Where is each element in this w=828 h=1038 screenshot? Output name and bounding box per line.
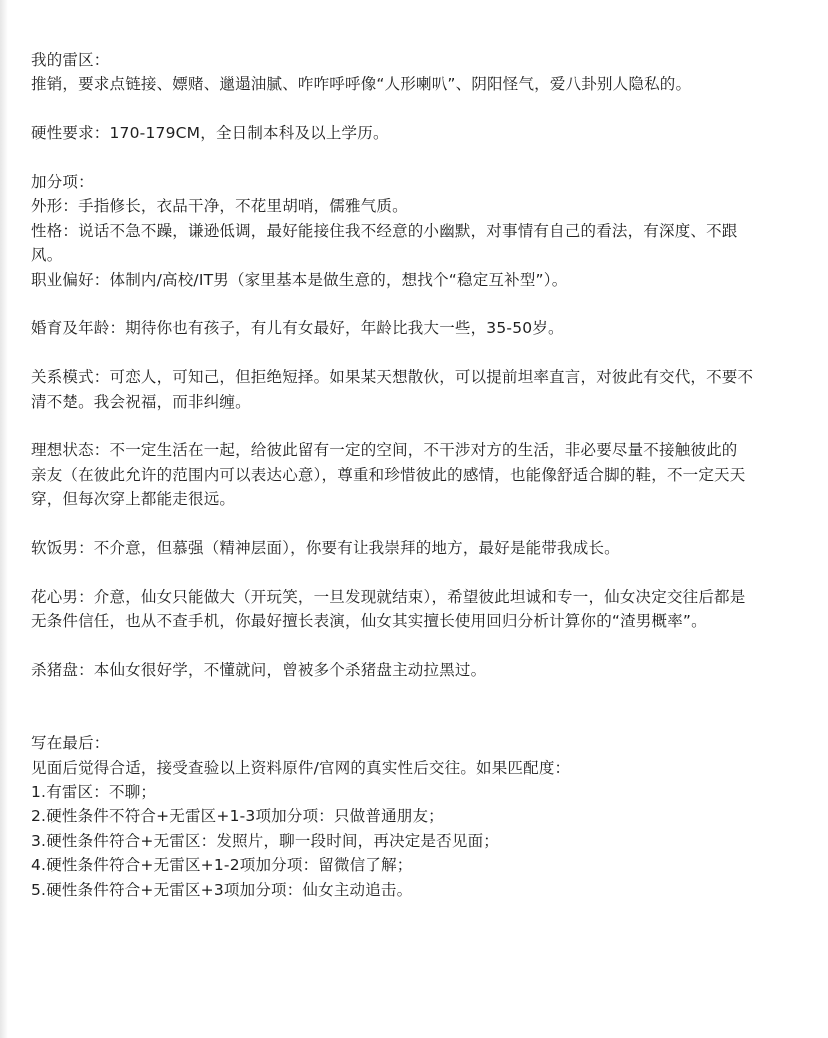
spacer xyxy=(31,97,803,121)
match-rule-4: 4.硬性条件符合+无雷区+1-2项加分项：留微信了解； xyxy=(31,856,413,875)
match-rule-1: 1.有雷区：不聊； xyxy=(31,783,157,802)
ideal-state-line-2: 亲友（在彼此允许的范围内可以表达心意），尊重和珍惜彼此的感情，也能像舒适合脚的鞋，不一定天天 xyxy=(31,465,746,484)
page-edge-shadow xyxy=(0,0,8,1038)
match-rule-3: 3.硬性条件符合+无雷区：发照片，聊一段时间，再决定是否见面； xyxy=(31,831,499,850)
relationship-mode-line-1: 关系模式：可恋人，可知己，但拒绝短择。如果某天想散伙，可以提前坦率直言，对彼此有交代，不要不 xyxy=(31,368,754,387)
match-rule-5: 5.硬性条件符合+无雷区+3项加分项：仙女主动追击。 xyxy=(31,880,413,899)
spacer xyxy=(31,292,803,316)
relationship-mode-line-2: 清不楚。我会祝福，而非纠缠。 xyxy=(31,392,251,411)
red-zone-text: 推销，要求点链接、嫖赌、邋遢油腻、咋咋呼呼像“人形喇叭”、阴阳怪气，爱八卦别人隐私的。 xyxy=(31,75,692,94)
spacer xyxy=(31,634,803,658)
document-body xyxy=(31,48,803,902)
heading-red-zone: 我的雷区： xyxy=(31,51,110,69)
playboy-line-2: 无条件信任，也从不查手机，你最好擅长表演，仙女其实擅长使用回归分析计算你的“渣男概率”。 xyxy=(31,612,707,631)
spacer xyxy=(31,341,803,365)
marriage-age: 婚育及年龄：期待你也有孩子，有儿有女最好，年龄比我大一些，35-50岁。 xyxy=(31,319,564,338)
ideal-state-line-3: 穿，但每次穿上都能走很远。 xyxy=(31,490,236,509)
final-intro: 见面后觉得合适，接受查验以上资料原件/官网的真实性后交往。如果匹配度： xyxy=(31,758,571,777)
scam-line: 杀猪盘：本仙女很好学，不懂就问，曾被多个杀猪盘主动拉黑过。 xyxy=(31,661,487,680)
bonus-career: 职业偏好：体制内/高校/IT男（家里基本是做生意的，想找个“稳定互补型”）。 xyxy=(31,270,568,289)
spacer xyxy=(31,146,803,170)
playboy-line-1: 花心男：介意，仙女只能做大（开玩笑，一旦发现就结束），希望彼此坦诚和专一，仙女决定交往后都是 xyxy=(31,587,746,606)
ideal-state-line-1: 理想状态：不一定生活在一起，给彼此留有一定的空间，不干涉对方的生活，非必要尽量不接触彼此的 xyxy=(31,441,738,460)
spacer xyxy=(31,682,803,731)
soft-rice-man: 软饭男：不介意，但慕强（精神层面），你要有让我崇拜的地方，最好是能带我成长。 xyxy=(31,539,620,558)
bonus-personality-line-1: 性格：说话不急不躁，谦逊低调，最好能接住我不经意的小幽默，对事情有自己的看法，有深度、不跟 xyxy=(31,221,738,240)
heading-bonus: 加分项： xyxy=(31,173,94,191)
match-rule-2: 2.硬性条件不符合+无雷区+1-3项加分项：只做普通朋友； xyxy=(31,807,444,826)
heading-final: 写在最后： xyxy=(31,734,110,753)
bonus-appearance: 外形：手指修长，衣品干净，不花里胡哨，儒雅气质。 xyxy=(31,197,408,216)
spacer xyxy=(31,512,803,536)
spacer xyxy=(31,414,803,438)
bonus-personality-line-2: 风。 xyxy=(31,246,63,265)
spacer xyxy=(31,560,803,584)
hard-requirements: 硬性要求：170-179CM，全日制本科及以上学历。 xyxy=(31,124,389,143)
